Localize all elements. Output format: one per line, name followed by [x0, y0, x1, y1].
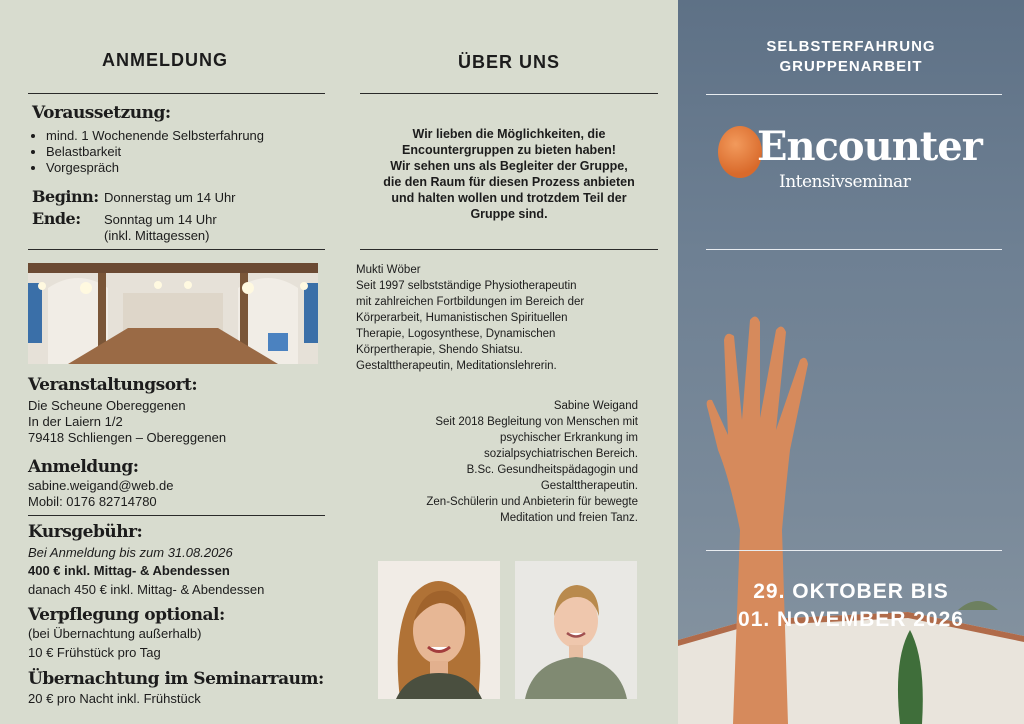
intro-line: die den Raum für diesen Prozess anbieten	[383, 175, 635, 189]
cover-illustration	[678, 300, 1024, 724]
venue-line: 79418 Schliengen – Obereggenen	[28, 430, 227, 445]
bio-line: Gestalttherapeutin.	[540, 480, 638, 492]
date-line: 29. OKTOBER BIS	[753, 580, 949, 603]
bio-line: Körpertherapie, Shendo Shiatsu.	[356, 344, 523, 356]
bio-line: sozialpsychiatrischen Bereich.	[483, 448, 638, 460]
divider	[706, 550, 1002, 551]
registration-title: ANMELDUNG	[102, 50, 228, 70]
intro-line: und halten wollen und trotzdem Teil der	[391, 191, 627, 205]
begin-value: Donnerstag um 14 Uhr	[104, 190, 236, 205]
divider	[360, 249, 658, 250]
food-price: 10 € Frühstück pro Tag	[28, 645, 161, 660]
bio-line: Seit 1997 selbstständige Physiotherapeutin	[356, 280, 577, 292]
intro-line: Wir sehen uns als Begleiter der Gruppe,	[390, 159, 628, 173]
food-note: (bei Übernachtung außerhalb)	[28, 626, 202, 641]
bio-line: B.Sc. Gesundheitspädagogin und	[466, 464, 638, 476]
venue-heading: Veranstaltungsort:	[28, 375, 198, 395]
registration-phone: Mobil: 0176 82714780	[28, 494, 157, 509]
event-dates	[678, 578, 1024, 634]
person-name: Mukti Wöber	[356, 264, 421, 276]
food-heading: Verpflegung optional:	[28, 605, 225, 625]
registration-email[interactable]: sabine.weigand@web.de	[28, 478, 174, 493]
person-bio-mukti	[356, 262, 584, 374]
requirement-item: • Belastbarkeit	[46, 144, 264, 160]
person-bio-sabine	[426, 398, 638, 526]
bio-line: Körperarbeit, Humanistischen Spirituellen	[356, 312, 568, 324]
divider	[28, 515, 325, 516]
requirements-heading: Voraussetzung:	[32, 103, 171, 123]
stay-heading: Übernachtung im Seminarraum:	[28, 669, 324, 689]
person-name: Sabine Weigand	[553, 400, 638, 412]
about-intro	[345, 126, 673, 222]
bio-line: Therapie, Logosynthese, Dynamischen	[356, 328, 556, 340]
divider	[706, 94, 1002, 95]
fee-main: 400 € inkl. Mittag- & Abendessen	[28, 563, 230, 578]
brand-title: Encounter	[757, 123, 982, 170]
subtitle-line: SELBSTERFAHRUNG	[766, 38, 936, 55]
venue-line: In der Laiern 1/2	[28, 414, 123, 429]
subtitle-line: GRUPPENARBEIT	[779, 58, 923, 75]
bio-line: Seit 2018 Begleitung von Menschen mit	[435, 416, 638, 428]
divider	[706, 249, 1002, 250]
requirements-list	[30, 128, 264, 176]
cover-subtitle	[678, 37, 1024, 77]
divider	[28, 249, 325, 250]
end-note: (inkl. Mittagessen)	[104, 228, 210, 243]
date-line: 01. NOVEMBER 2026	[738, 608, 964, 631]
portrait-photo-mukti	[378, 561, 500, 699]
brand-subtitle: Intensivseminar	[779, 172, 911, 192]
about-title: ÜBER UNS	[457, 52, 560, 72]
venue-line: Die Scheune Obereggenen	[28, 398, 186, 413]
bio-line: Zen-Schülerin und Anbieterin für bewegte	[426, 496, 638, 508]
registration-column	[0, 0, 345, 724]
fee-heading: Kursgebühr:	[28, 522, 143, 542]
requirement-item: • mind. 1 Wochenende Selbsterfahrung	[46, 128, 264, 144]
bio-line: Gestalttherapeutin, Meditationslehrerin.	[356, 360, 557, 372]
bio-line: Meditation und freien Tanz.	[500, 512, 638, 524]
stay-price: 20 € pro Nacht inkl. Frühstück	[28, 691, 201, 706]
bio-line: mit zahlreichen Fortbildungen im Bereich der	[356, 296, 585, 308]
divider	[360, 93, 658, 94]
end-value: Sonntag um 14 Uhr	[104, 212, 217, 227]
end-label: Ende:	[32, 209, 81, 228]
intro-line: Gruppe sind.	[470, 207, 548, 221]
orange-ball-icon	[718, 126, 762, 178]
bio-line: psychischer Erkrankung im	[499, 432, 638, 444]
fee-after: danach 450 € inkl. Mittag- & Abendessen	[28, 582, 265, 597]
requirement-item: • Vorgespräch	[46, 160, 264, 176]
registration-heading: Anmeldung:	[28, 457, 139, 477]
begin-label: Beginn:	[32, 187, 99, 206]
fee-note: Bei Anmeldung bis zum 31.08.2026	[28, 545, 233, 560]
intro-line: Encountergruppen zu bieten haben!	[402, 143, 616, 157]
portrait-photo-sabine	[515, 561, 637, 699]
divider	[28, 93, 325, 94]
about-column	[345, 0, 678, 724]
intro-line: Wir lieben die Möglichkeiten, die	[412, 127, 606, 141]
cover-panel	[678, 0, 1024, 724]
venue-photo	[28, 263, 318, 364]
